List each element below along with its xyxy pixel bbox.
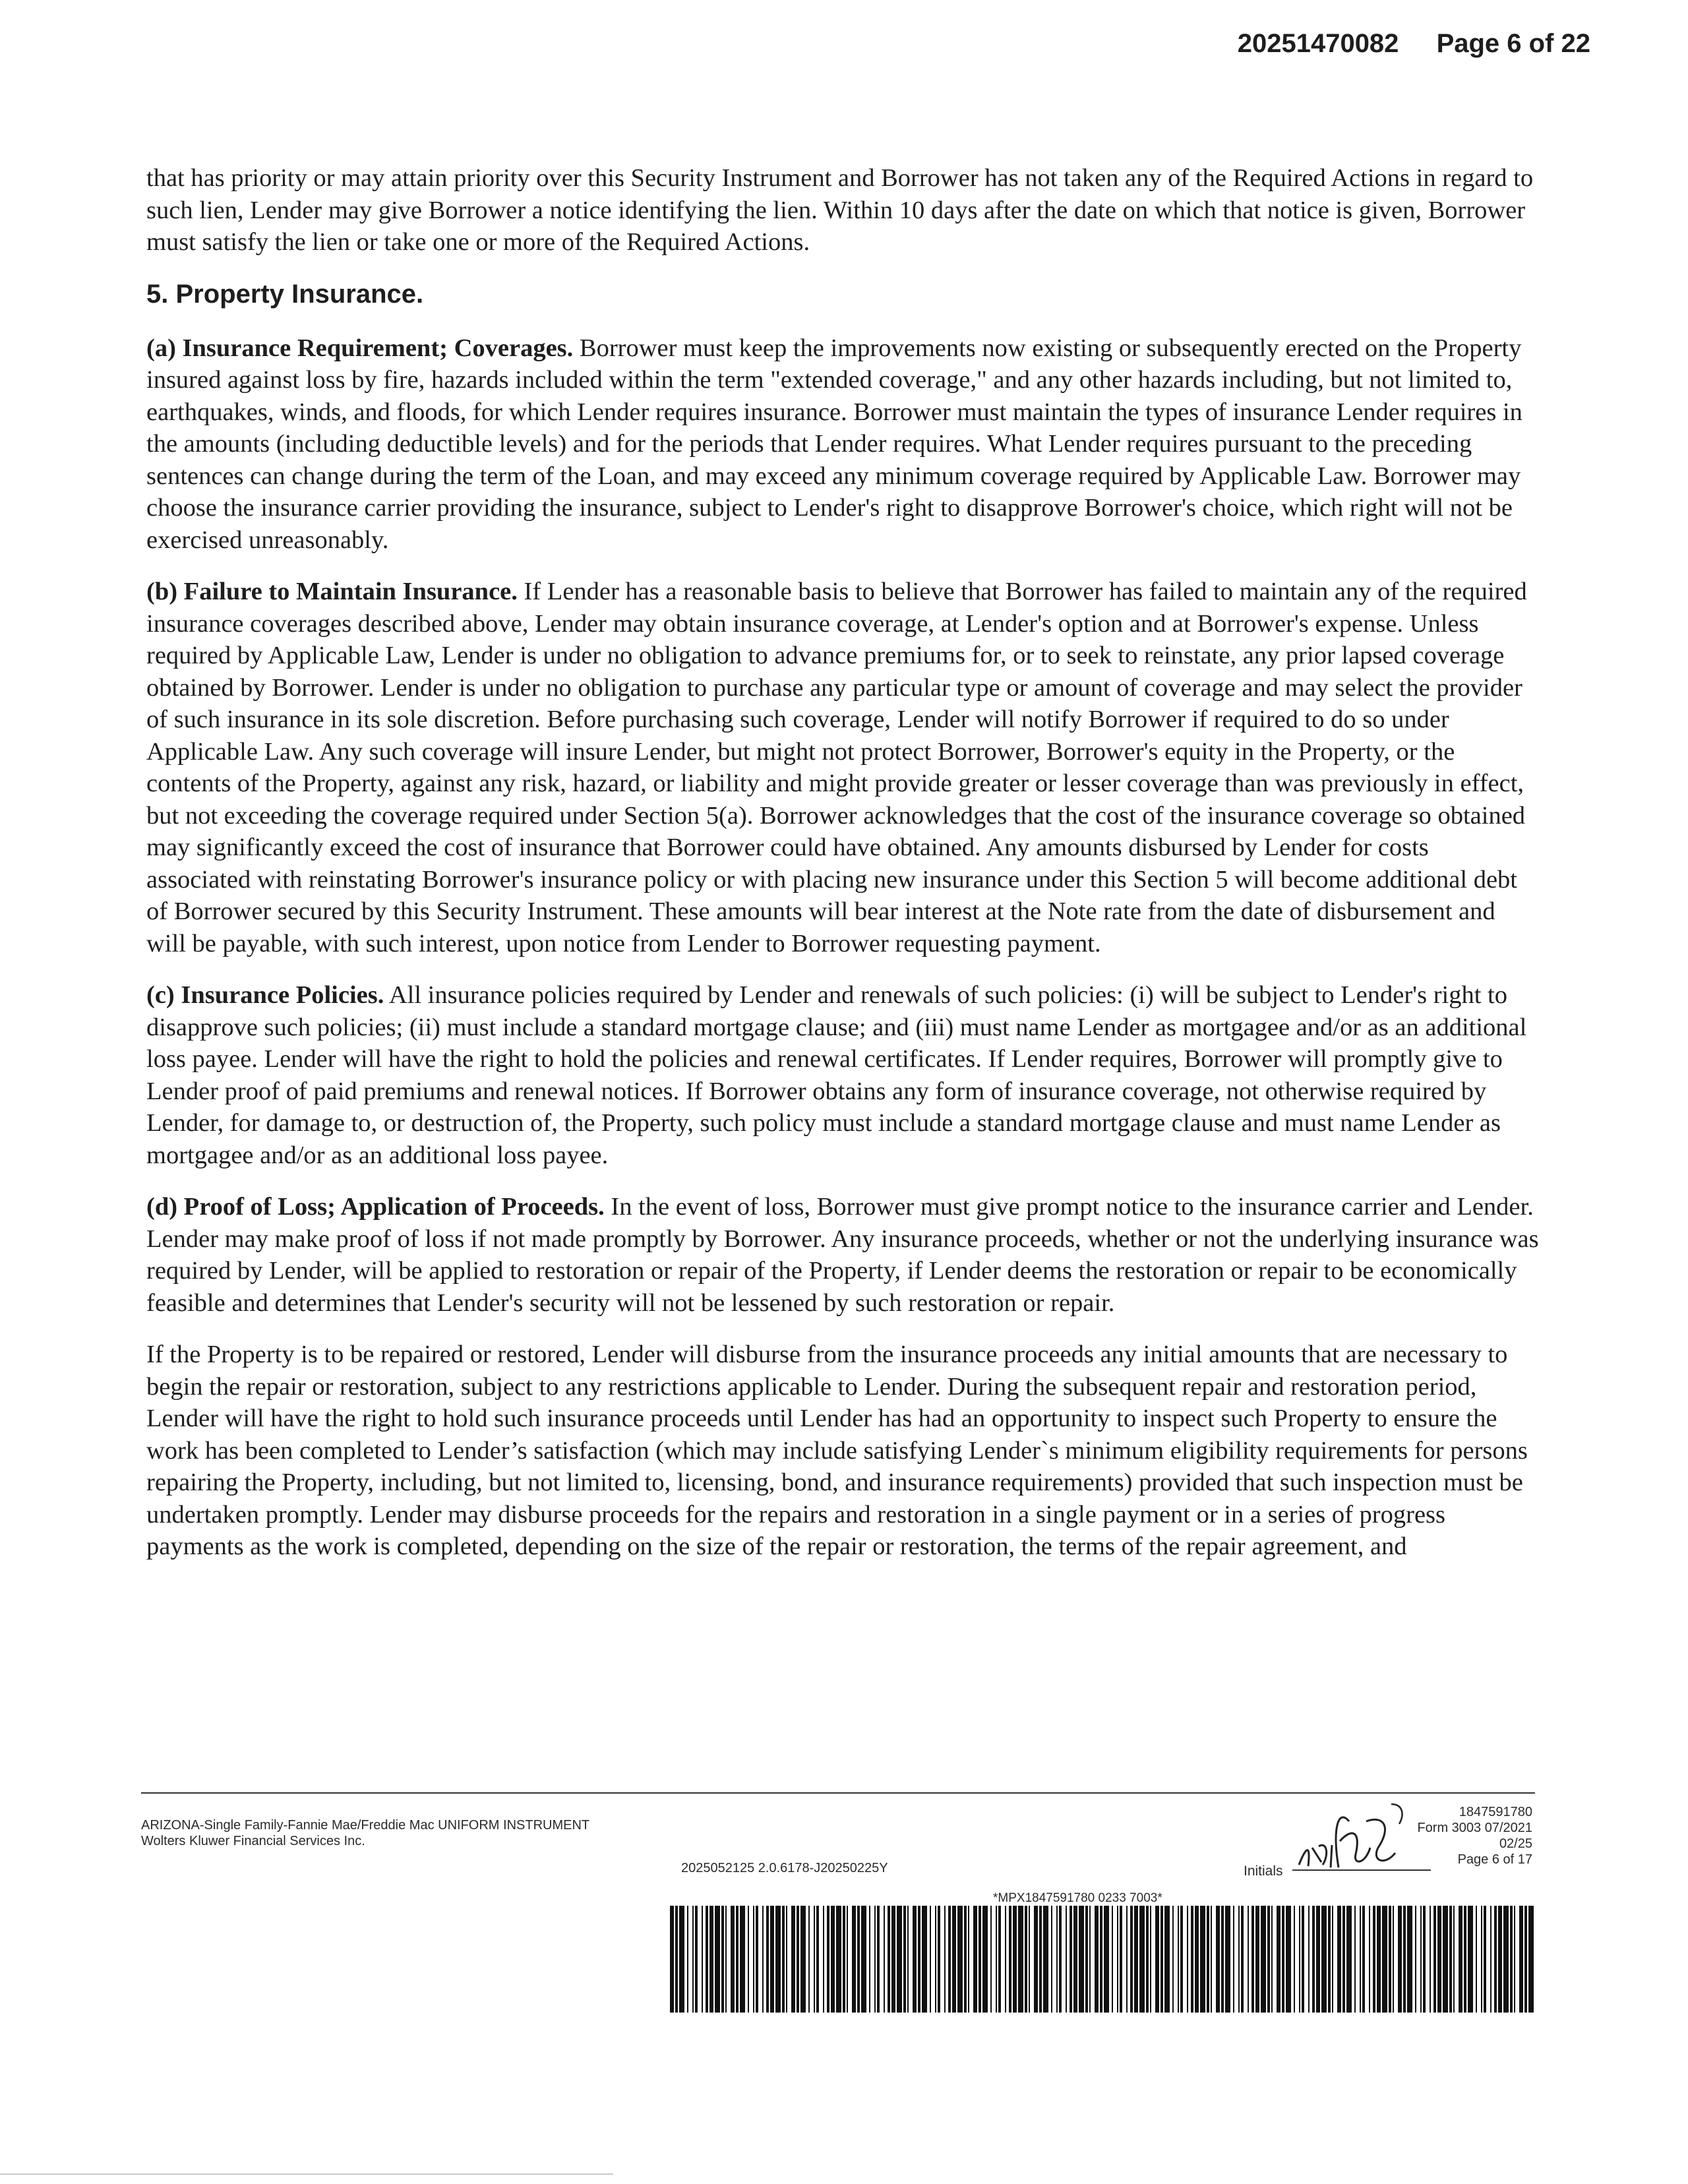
barcode-bar <box>797 1906 799 2013</box>
barcode-bar <box>1328 1906 1331 2013</box>
barcode-bar <box>1369 1906 1370 2013</box>
barcode-bar <box>1468 1906 1473 2013</box>
barcode-bar <box>1150 1906 1151 2013</box>
barcode-bar <box>884 1906 885 2013</box>
barcode-bar <box>1130 1906 1133 2013</box>
page-number: Page 6 of 22 <box>1436 29 1590 58</box>
barcode-bar <box>1241 1906 1244 2013</box>
barcode-bar <box>762 1906 764 2013</box>
barcode-bar <box>687 1906 688 2013</box>
barcode-bar <box>1238 1906 1240 2013</box>
barcode-bar <box>1459 1906 1462 2013</box>
barcode-bar <box>888 1906 890 2013</box>
form-page: Page 6 of 17 <box>1457 1852 1532 1867</box>
barcode-bar <box>957 1906 963 2013</box>
barcode-bar <box>1510 1906 1513 2013</box>
form-title-line2: Wolters Kluwer Financial Services Inc. <box>141 1834 365 1848</box>
barcode-caption: *MPX1847591780 0233 7003* <box>993 1891 1162 1905</box>
barcode-bar <box>907 1906 909 2013</box>
barcode-bar <box>770 1906 774 2013</box>
barcode-bar <box>1373 1906 1375 2013</box>
barcode-bar <box>675 1906 678 2013</box>
barcode-bar <box>847 1906 848 2013</box>
paragraph-c <box>146 979 1539 1171</box>
barcode-bar <box>1337 1906 1341 2013</box>
barcode-bar <box>1005 1906 1006 2013</box>
barcode-bar <box>903 1906 906 2013</box>
barcode-bar <box>679 1906 684 2013</box>
barcode-bar <box>1139 1906 1145 2013</box>
barcode-bar <box>973 1906 977 2013</box>
barcode-bar <box>1039 1906 1042 2013</box>
barcode-bar <box>930 1906 931 2013</box>
barcode-bar <box>766 1906 769 2013</box>
barcode-bar <box>952 1906 956 2013</box>
barcode-bar <box>1089 1906 1091 2013</box>
barcode-bar <box>1134 1906 1138 2013</box>
barcode-bar <box>1059 1906 1062 2013</box>
barcode-bar <box>740 1906 745 2013</box>
footer-divider <box>141 1792 1535 1794</box>
barcode-bar <box>1377 1906 1381 2013</box>
barcode-bar <box>1261 1906 1266 2013</box>
barcode-bar <box>1342 1906 1345 2013</box>
barcode-bar <box>1200 1906 1205 2013</box>
paragraph-a-text: Borrower must keep the improvements now existing or subsequently erected on the Property insured against loss by fire, hazards included within the term "extended coverage," and any other hazards including, but not limited to, earthquakes, winds, and floods, for which Lender requires insurance. Borrower must maintain the types of insurance Lender requires in the amounts (including deductible levels) and for the periods that Lender requires. What Lender requires pursuant to the preceding sentences can change during the term of the Loan, and may exceed any minimum coverage required by Applicable Law. Borrower may choose the insurance carrier providing the insurance, subject to Lender's right to disapprove Borrower's choice, which right will not be exercised unreasonably. <box>146 334 1522 554</box>
barcode-bar <box>1360 1906 1361 2013</box>
barcode-bar <box>968 1906 969 2013</box>
barcode-bar <box>725 1906 727 2013</box>
barcode-bar <box>1286 1906 1291 2013</box>
barcode-bar <box>706 1906 708 2013</box>
barcode-bar <box>836 1906 841 2013</box>
document-code: 2025052125 2.0.6178-J20250225Y <box>681 1861 888 1875</box>
form-id: Form 3003 07/2021 <box>1417 1821 1532 1835</box>
form-revision: 02/25 <box>1499 1836 1532 1851</box>
barcode-bar <box>823 1906 824 2013</box>
barcode-bar <box>1312 1906 1315 2013</box>
barcode-bar <box>982 1906 988 2013</box>
barcode-bar <box>918 1906 920 2013</box>
barcode-bar <box>869 1906 870 2013</box>
barcode-bar <box>753 1906 754 2013</box>
barcode-bar <box>1029 1906 1030 2013</box>
barcode-bar <box>1449 1906 1452 2013</box>
barcode-bar <box>1018 1906 1023 2013</box>
barcode-bar <box>1294 1906 1295 2013</box>
barcode-bar <box>1277 1906 1281 2013</box>
barcode-bar <box>1282 1906 1284 2013</box>
barcode-bar <box>1155 1906 1159 2013</box>
barcode-bar <box>1172 1906 1174 2013</box>
barcode-bar <box>1430 1906 1431 2013</box>
barcode-bar <box>922 1906 927 2013</box>
barcode-bar <box>782 1906 785 2013</box>
barcode-bar <box>814 1906 815 2013</box>
loan-number: 1847591780 <box>1459 1805 1532 1819</box>
barcode-bar <box>1415 1906 1416 2013</box>
barcode-bar <box>1389 1906 1391 2013</box>
barcode-bar <box>692 1906 694 2013</box>
barcode-bar <box>1056 1906 1058 2013</box>
barcode-bar <box>1255 1906 1259 2013</box>
barcode-bar <box>1216 1906 1220 2013</box>
barcode-bar <box>1034 1906 1038 2013</box>
barcode-bar <box>1484 1906 1486 2013</box>
barcode-bar <box>1524 1906 1527 2013</box>
barcode-bar <box>1443 1906 1448 2013</box>
barcode-bar <box>1393 1906 1394 2013</box>
barcode-bar <box>1104 1906 1109 2013</box>
barcode-bar <box>1211 1906 1212 2013</box>
barcode-bar <box>1079 1906 1084 2013</box>
barcode-bar <box>861 1906 866 2013</box>
barcode-bar <box>1453 1906 1455 2013</box>
barcode-bar <box>874 1906 876 2013</box>
barcode-bar <box>756 1906 758 2013</box>
barcode-bar <box>1085 1906 1088 2013</box>
barcode-bar <box>1302 1906 1304 2013</box>
barcode-bar <box>670 1906 674 2013</box>
barcode-bar <box>1481 1906 1482 2013</box>
barcode-bar <box>891 1906 895 2013</box>
barcode-bar <box>1308 1906 1310 2013</box>
barcode-bar <box>1494 1906 1497 2013</box>
barcode-bar <box>938 1906 940 2013</box>
intro-paragraph: that has priority or may attain priority over this Security Instrument and Borrower has not taken any of the Required Actions in regard to such lien, Lender may give Borrower a notice identifying the lien. Within 10 days after the date on which that notice is given, Borrower must satisfy the lien or take one or more of the Required Actions. <box>146 164 1534 256</box>
barcode-bar <box>1164 1906 1170 2013</box>
barcode-bar <box>1267 1906 1270 2013</box>
barcode-bar <box>1095 1906 1099 2013</box>
barcode-bar <box>1187 1906 1188 2013</box>
barcode-bar <box>1407 1906 1412 2013</box>
barcode-bar <box>1321 1906 1327 2013</box>
barcode-bar <box>702 1906 703 2013</box>
barcode-bar <box>791 1906 795 2013</box>
barcode-bar <box>1528 1906 1534 2013</box>
form-title <box>141 1817 589 1849</box>
barcode-bar <box>1514 1906 1515 2013</box>
form-title-line1: ARIZONA-Single Family-Fannie Mae/Freddie Mac UNIFORM INSTRUMENT <box>141 1818 590 1833</box>
barcode-bar <box>715 1906 720 2013</box>
barcode-bar <box>775 1906 781 2013</box>
barcode-bar <box>1354 1906 1356 2013</box>
paragraph-b <box>146 576 1539 959</box>
barcode-bar <box>1476 1906 1477 2013</box>
barcode-bar <box>1248 1906 1249 2013</box>
paragraph-d-heading: (d) Proof of Loss; Application of Proceeds. <box>146 1193 605 1221</box>
barcode-bar <box>1043 1906 1048 2013</box>
barcode-bar <box>1180 1906 1183 2013</box>
barcode-bar <box>996 1906 997 2013</box>
barcode-bar <box>1126 1906 1128 2013</box>
barcode-bar <box>1100 1906 1102 2013</box>
barcode-bar <box>827 1906 829 2013</box>
barcode-bar <box>1221 1906 1224 2013</box>
paragraph-a-heading: (a) Insurance Requirement; Coverages. <box>146 334 574 362</box>
barcode-bar <box>808 1906 810 2013</box>
barcode-bar <box>721 1906 724 2013</box>
barcode-bar <box>1013 1906 1017 2013</box>
paragraph-d-text: In the event of loss, Borrower must give prompt notice to the insurance carrier and Lender. Lender may make proof of loss if not made promptly by Borrower. Any insurance proceeds, whether or not the underlying insurance was required by Lender, will be applied to restoration or repair of the Property, if Lender deems the restoration or repair to be economically feasible and determines that Lender's security will not be lessened by such restoration or repair. <box>146 1193 1539 1317</box>
barcode-bar <box>816 1906 819 2013</box>
document-body <box>146 162 1539 1583</box>
barcode-bar <box>736 1906 738 2013</box>
barcode-bar <box>1117 1906 1118 2013</box>
barcode-bar <box>1066 1906 1067 2013</box>
barcode-bar <box>944 1906 946 2013</box>
section-title: 5. Property Insurance. <box>146 279 424 309</box>
barcode-bar <box>1316 1906 1320 2013</box>
barcode-bar <box>1251 1906 1254 2013</box>
barcode-bar <box>1398 1906 1402 2013</box>
barcode-bar <box>897 1906 902 2013</box>
barcode-bar <box>998 1906 1001 2013</box>
barcode-bar <box>990 1906 992 2013</box>
barcode-bar <box>857 1906 860 2013</box>
barcode-bar <box>1423 1906 1426 2013</box>
page-header <box>1238 29 1590 59</box>
barcode-bar <box>1112 1906 1113 2013</box>
paragraph-b-text: If Lender has a reasonable basis to believe that Borrower has failed to maintain any of the required insurance coverages described above, Lender may obtain insurance coverage, at Lender's option and at Borrower's expense. Unless required by Applicable Law, Lender is under no obligation to advance premiums for, or to seek to reinstate, any prior lapsed coverage obtained by Borrower. Lender is under no obligation to purchase any particular type or amount of coverage and may select the provider of such insurance in its sole discretion. Before purchasing such coverage, Lender will notify Borrower if required to do so under Applicable Law. Any such coverage will insure Lender, but might not protect Borrower, Borrower's equity in the Property, or the contents of the Property, against any risk, hazard, or liability and might provide greater or lesser coverage than was previously in effect, but not exceeding the coverage required under Section 5(a). Borrower acknowledges that the cost of the insurance coverage so obtained may significantly exceed the cost of insurance that Borrower could have obtained. Any amounts disbursed by Lender for costs associated with reinstating Borrower's insurance policy or with placing new insurance under this Section 5 will become additional debt of Borrower secured by this Security Instrument. These amounts will bear interest at the Note rate from the date of disbursement and will be payable, with such interest, upon notice from Lender to Borrower requesting payment. <box>146 578 1527 957</box>
barcode-bar <box>1073 1906 1077 2013</box>
barcode <box>670 1906 1535 2013</box>
barcode-bar <box>1498 1906 1502 2013</box>
barcode-bar <box>1225 1906 1230 2013</box>
barcode-bar <box>1464 1906 1466 2013</box>
barcode-bar <box>1051 1906 1052 2013</box>
barcode-bar <box>1346 1906 1352 2013</box>
barcode-bar <box>1070 1906 1072 2013</box>
barcode-bar <box>979 1906 981 2013</box>
barcode-bar <box>1433 1906 1436 2013</box>
barcode-bar <box>1178 1906 1179 2013</box>
paragraph-a <box>146 332 1539 557</box>
barcode-bar <box>831 1906 835 2013</box>
barcode-bar <box>1437 1906 1441 2013</box>
barcode-bar <box>1120 1906 1122 2013</box>
barcode-bar <box>1299 1906 1300 2013</box>
barcode-bar <box>1382 1906 1387 2013</box>
barcode-bar <box>1420 1906 1422 2013</box>
barcode-bar <box>1025 1906 1027 2013</box>
barcode-bar <box>1207 1906 1209 2013</box>
paragraph-c-text: All insurance policies required by Lender and renewals of such policies: (i) will be subject to Lender's right to disapprove such policies; (ii) must include a standard mortgage clause; and (iii) must name Lender as mortgagee and/or as an additional loss payee. Lender will have the right to hold the policies and renewal certificates. If Lender requires, Borrower will promptly give to Lender proof of paid premiums and renewal notices. If Borrower obtains any form of insurance coverage, not otherwise required by Lender, for damage to, or destruction of, the Property, such policy must include a standard mortgage clause and must name Lender as mortgagee and/or as an additional loss payee. <box>146 981 1527 1169</box>
barcode-bar <box>935 1906 936 2013</box>
barcode-bar <box>709 1906 713 2013</box>
barcode-bar <box>1160 1906 1163 2013</box>
barcode-bar <box>1195 1906 1199 2013</box>
barcode-bar <box>843 1906 845 2013</box>
barcode-bar <box>748 1906 749 2013</box>
paragraph-c-heading: (c) Insurance Policies. <box>146 981 384 1009</box>
initials-signature <box>1292 1802 1437 1874</box>
barcode-bar <box>948 1906 951 2013</box>
barcode-bar <box>964 1906 967 2013</box>
barcode-bar <box>877 1906 880 2013</box>
barcode-bar <box>695 1906 698 2013</box>
barcode-bar <box>1490 1906 1492 2013</box>
recording-number: 20251470082 <box>1237 29 1399 58</box>
barcode-bar <box>1233 1906 1234 2013</box>
barcode-bar <box>786 1906 787 2013</box>
scan-artifact <box>0 2173 613 2175</box>
barcode-bar <box>1009 1906 1011 2013</box>
barcode-bar <box>1191 1906 1193 2013</box>
barcode-bar <box>1271 1906 1273 2013</box>
paragraph-d <box>146 1191 1539 1319</box>
barcode-bar <box>1146 1906 1149 2013</box>
barcode-bar <box>913 1906 917 2013</box>
barcode-bar <box>1519 1906 1523 2013</box>
paragraph-e: If the Property is to be repaired or restored, Lender will disburse from the insurance proceeds any initial amounts that are necessary to begin the repair or restoration, subject to any restrictions applicable to Lender. During the subsequent repair and restoration period, Lender will have the right to hold such insurance proceeds until Lender has had an opportunity to inspect such Property to ensure the work has been completed to Lender’s satisfaction (which may include satisfying Lender`s minimum eligibility requirements for persons repairing the Property, including, but not limited to, licensing, bond, and insurance requirements) provided that such inspection must be undertaken promptly. Lender may disburse proceeds for the repairs and restoration in a single payment or in a series of progress payments as the work is completed, depending on the size of the repair or restoration, the terms of the repair agreement, and <box>146 1341 1528 1560</box>
paragraph-b-heading: (b) Failure to Maintain Insurance. <box>146 578 518 605</box>
barcode-bar <box>852 1906 856 2013</box>
initials-label: Initials <box>1244 1864 1283 1879</box>
barcode-bar <box>1332 1906 1333 2013</box>
barcode-bar <box>731 1906 735 2013</box>
barcode-bar <box>1362 1906 1365 2013</box>
barcode-bar <box>1503 1906 1509 2013</box>
barcode-bar <box>1403 1906 1406 2013</box>
barcode-bar <box>800 1906 806 2013</box>
